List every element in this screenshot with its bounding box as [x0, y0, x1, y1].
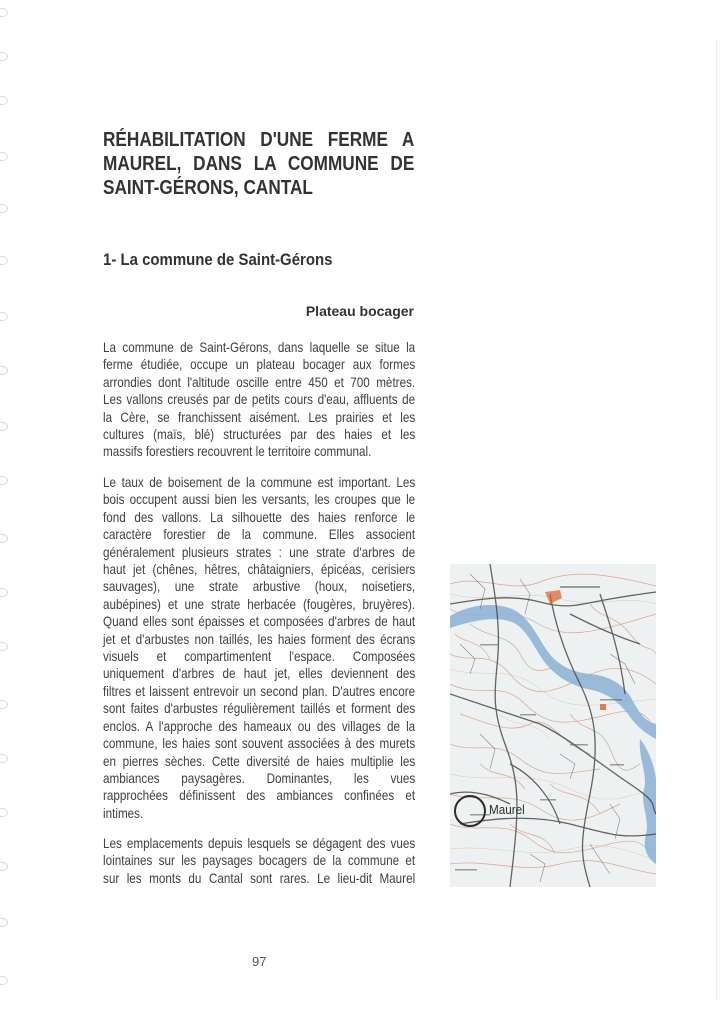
binder-hole-icon [0, 754, 8, 763]
text-line: Les vallons creusés par de petits cours d'eau, affluents de [103, 392, 416, 408]
binder-hole-icon [0, 8, 8, 17]
text-line: en pierres sèches. Cette diversité de haies multiplie les [103, 753, 416, 769]
paragraph-3 [103, 835, 415, 887]
text-line: commune, les haies sont souvent associées à des murets [103, 736, 416, 752]
text-line: rapprochées définissent des ambiances confinées et [103, 788, 416, 804]
text-line: massifs forestiers recouvrent le territoire communal. [103, 444, 372, 460]
text-line: lointaines sur les paysages bocagers de la commune et [103, 853, 416, 869]
text-line: sont faites d'arbustes régulièrement taillés et forment des [103, 701, 416, 717]
topographic-map-image [450, 564, 656, 887]
text-line: haut jet (chênes, hêtres, châtaigniers, épicéas, cerisiers [103, 562, 416, 578]
binder-hole-icon [0, 808, 8, 817]
title-line: MAUREL, DANS LA COMMUNE DE [103, 153, 415, 175]
text-line: La commune de Saint-Gérons, dans laquelle se situe la [103, 340, 416, 355]
title-line: SAINT-GÉRONS, CANTAL [103, 177, 313, 199]
binder-hole-icon [0, 52, 8, 61]
binder-hole-icon [0, 534, 8, 543]
text-line: ambiances paysagères. Dominantes, les vues [103, 770, 416, 786]
binder-hole-icon [0, 204, 8, 213]
text-line: uniquement d'arbres de haut jet, elles deviennent des [103, 666, 416, 682]
text-line: sur les monts du Cantal sont rares. Le lieu-dit Maurel [103, 870, 416, 886]
binder-hole-icon [0, 918, 8, 927]
text-line: enclos. A l'approche des hameaux ou des villages de la [103, 718, 416, 734]
subheading: Plateau bocager [305, 303, 414, 319]
paragraph-1 [103, 339, 415, 461]
map-graphic [450, 564, 656, 887]
text-line: ferme étudiée, occupe un plateau bocager aux formes [103, 357, 416, 373]
binder-hole-icon [0, 976, 8, 985]
binder-hole-icon [0, 96, 8, 105]
binder-hole-icon [0, 366, 8, 375]
page-edge-line [716, 40, 717, 1000]
text-line: généralement plusieurs strates : une strate d'arbres de [103, 544, 416, 560]
paragraph-2 [103, 474, 415, 822]
page-number: 97 [252, 954, 267, 969]
binder-hole-icon [0, 422, 8, 431]
text-line: Les emplacements depuis lesquels se dégagent des vues [103, 836, 416, 851]
binder-hole-icon [0, 588, 8, 597]
text-line: visuels et compartimentent l'espace. Composées [103, 649, 416, 665]
text-line: arrondies dont l'altitude oscille entre 450 et 700 mètres. [103, 374, 416, 390]
binder-hole-icon [0, 256, 8, 265]
text-line: caractère forestier de la commune. Elles associent [103, 527, 416, 543]
binder-hole-icon [0, 476, 8, 485]
text-line: sauvages), une strate arbustive (houx, noisetiers, [103, 579, 416, 595]
text-line: intimes. [103, 805, 144, 821]
text-line: bois occupent aussi bien les versants, les croupes que le [103, 492, 416, 508]
section-heading: 1- La commune de Saint-Gérons [103, 250, 333, 269]
text-line: fond des vallons. La silhouette des haies renforce le [103, 509, 416, 525]
text-line: cultures (maïs, blé) structurées par des haies et les [103, 427, 416, 443]
binder-hole-icon [0, 862, 8, 871]
map-label: Maurel [489, 802, 525, 817]
binder-hole-icon [0, 312, 8, 321]
text-line: Quand elles sont épaisses et composées d'arbres de haut [103, 614, 416, 630]
text-line: Le taux de boisement de la commune est important. Les [103, 475, 416, 490]
title-line: RÉHABILITATION D'UNE FERME A [103, 129, 415, 151]
text-line: aubépines) et une strate herbacée (fougères, bruyères). [103, 596, 416, 612]
binder-hole-icon [0, 642, 8, 651]
document-title [103, 128, 414, 200]
binder-hole-icon [0, 700, 8, 709]
text-line: jet et d'arbustes non taillés, les haies forment des écrans [103, 631, 416, 647]
text-line: filtres et laissent entrevoir un second plan. D'autres encore [103, 683, 416, 699]
binder-hole-icon [0, 152, 8, 161]
circle-marker-icon [454, 795, 486, 827]
text-line: la Cère, se franchissent aisément. Les prairies et les [103, 409, 416, 425]
